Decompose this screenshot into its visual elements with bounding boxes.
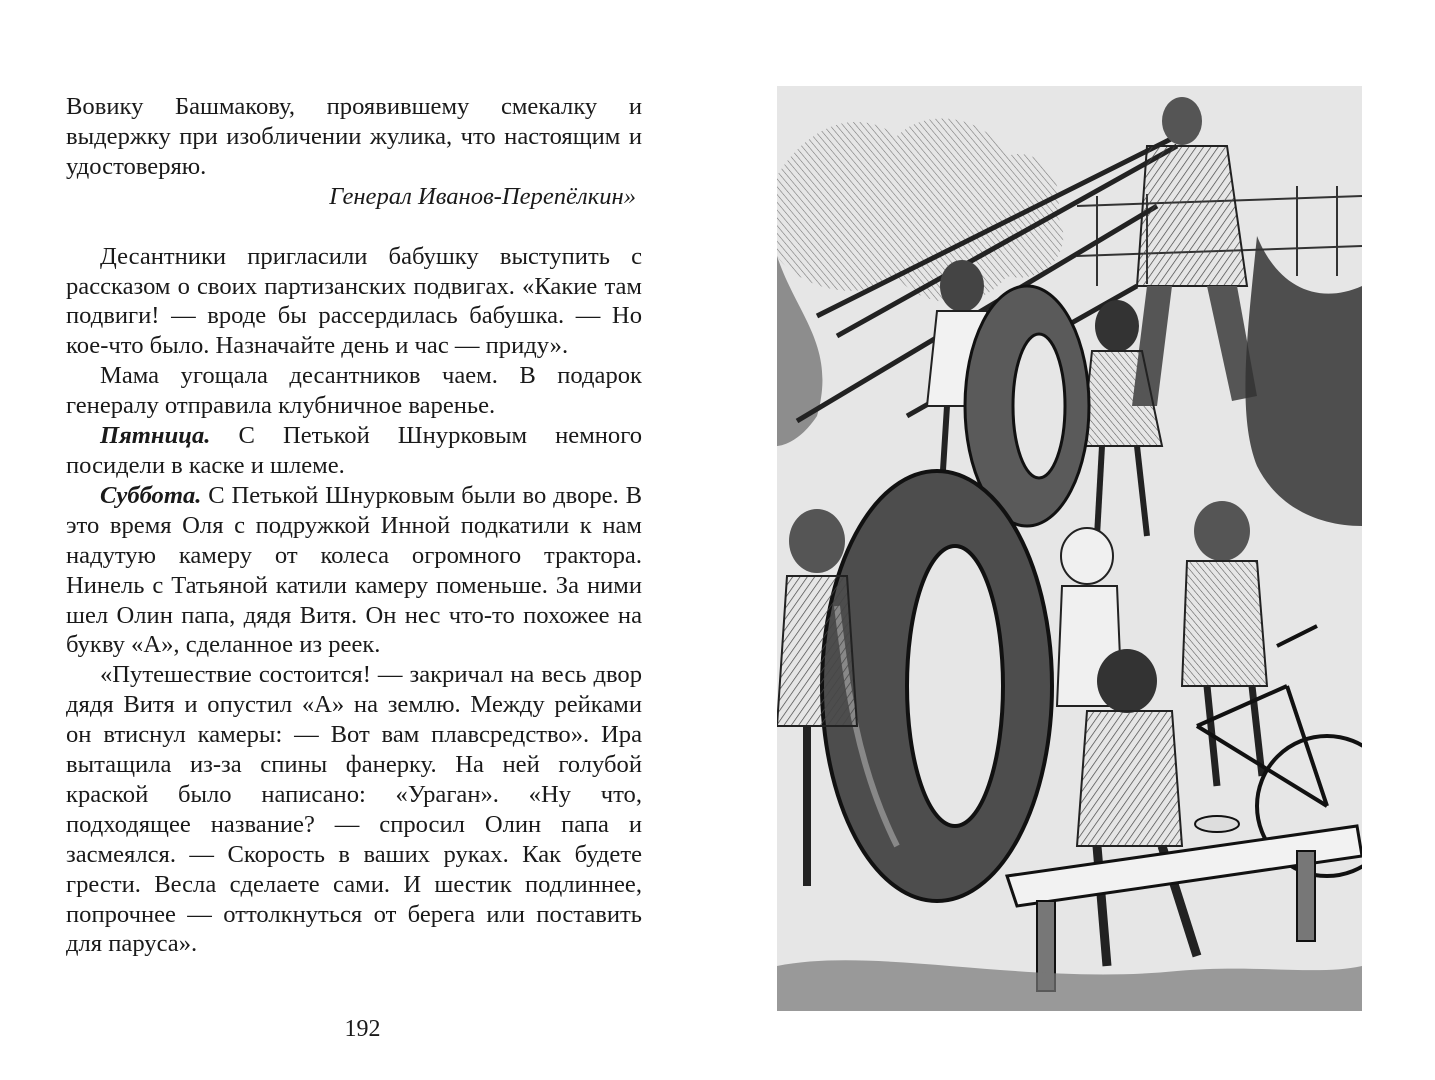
paragraph-grandmother: Десантники пригласили бабушку выступить с рассказом о своих партизанских подвигах. «Какие там подвиги! — вроде бы рассердилась бабушка. — Но кое-что было. Назначайте день и час — приду». [66,242,642,360]
signature-general: Генерал Иванов-Перепёлкин» [329,182,636,210]
left-page [0,0,717,1080]
paragraph-mother-tea: Мама угощала десантников чаем. В подарок генералу отправила клубничное варенье. [66,362,642,420]
paragraph-journey: «Путешествие состоится! — закричал на весь двор дядя Витя и опустил «А» на землю. Между рейками он втиснул камеры: — Вот вам плавсредство». Ира вытащила из-за спины фанерку. На ней голубой краской было написано: «Ураган». «Ну что, подходящее название? — спросил Олин папа и засмеялся. — Скорость в ваших руках. Как будете грести. Весла сделаете сами. И шестик подлиннее, попрочнее — оттолкнуться от берега или поставить для паруса». [66,661,642,958]
large-tractor-tire [822,471,1052,901]
paragraph-friday [66,421,642,481]
day-label-friday: Пятница. [100,422,211,450]
paragraph-saturday [66,481,642,660]
day-label-saturday: Суббота. [100,481,202,509]
children-with-tractor-tires-illustration-icon [777,86,1362,1011]
illustration-drawing [777,86,1362,1011]
text-column [66,92,642,959]
paragraph-certificate: Вовику Башмакову, проявившему смекалку и выдержку при изобличении жулика, что настоящим и удостоверяю. [66,93,642,180]
page-number: 192 [344,1016,381,1042]
friday-text: С Петькой Шнурковым немного посидели в каске и шлеме. [66,422,643,479]
saturday-text: С Петькой Шнурковым были во дворе. В это время Оля с подружкой Инной подкатили к нам надутую камеру от колеса огромного трактора. Нинель с Татьяной катили камеру поменьше. За ними шел Олин папа, дядя Витя. Он нес что-то похожее на букву «А», сделанное из реек. [66,481,642,659]
right-page [717,0,1435,1080]
paragraph-gap [66,212,642,242]
